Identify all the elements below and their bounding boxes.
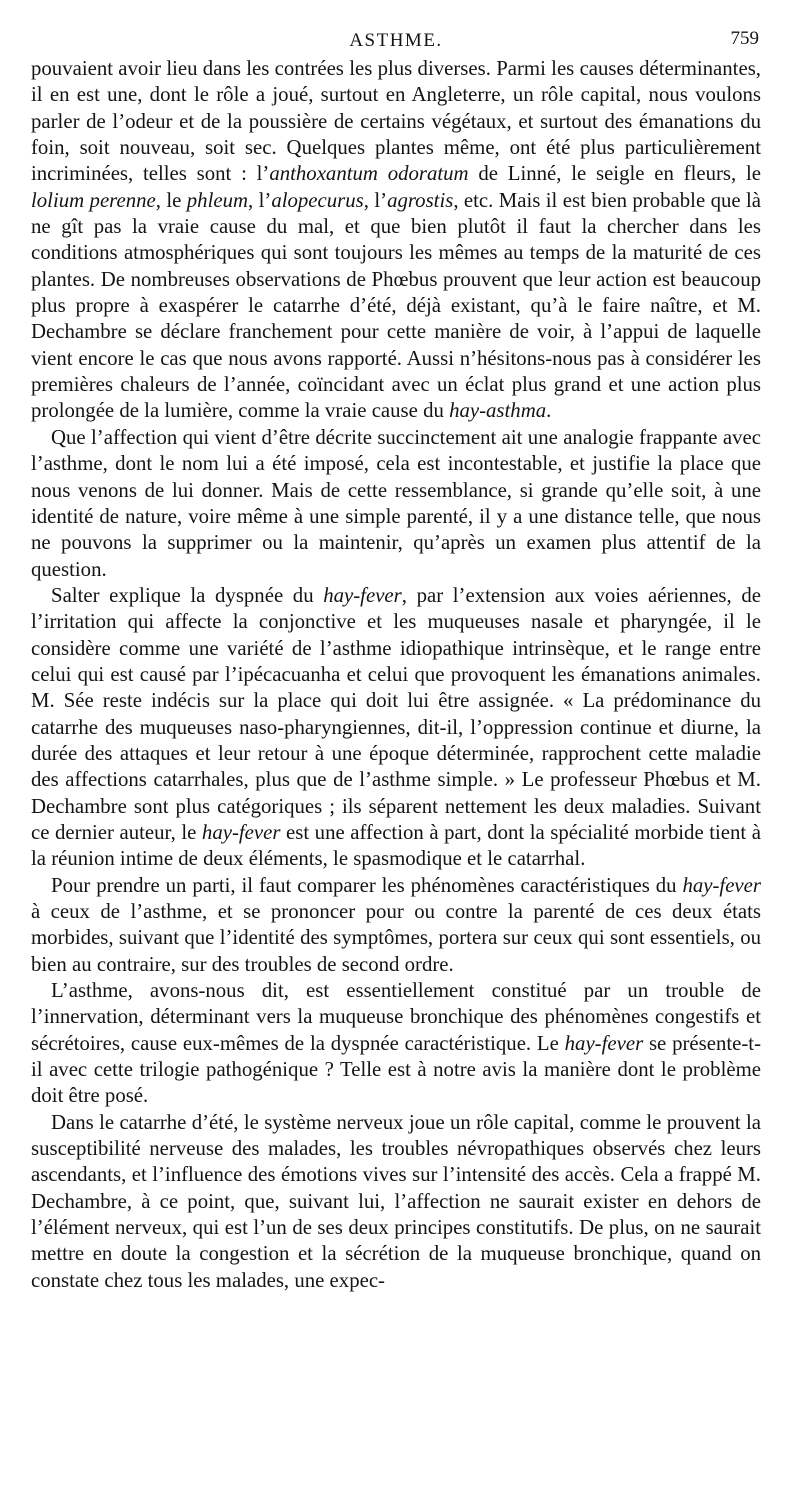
page-number: 759 [730,28,759,49]
paragraph: L’asthme, avons-nous dit, est essentiellement constitué par un trouble de l’innervation, déterminant vers la muqueuse bronchique des phénomènes congestifs et sécrétoires, cause eux-mêmes de la dyspnée caractéristique. Le hay-fever se présente-t-il avec cette trilogie pathogénique ? Telle est à notre avis la manière dont le problème doit être posé. [31,979,761,1108]
paragraph: Pour prendre un parti, il faut comparer les phénomènes caractéristiques du hay-fever à ceux de l’asthme, et se prononcer pour ou contre la parenté de ces deux états morbides, suivant que l’identité des symptômes, portera sur ceux qui sont essentiels, ou bien au contraire, sur des troubles de second ordre. [31,873,761,976]
paragraph: Dans le catarrhe d’été, le système nerveux joue un rôle capital, comme le prouvent la susceptibilité nerveuse des malades, les troubles névropathiques observés chez leurs ascendants, et l’influence des émotions vives sur l’intensité des accès. Cela a frappé M. Dechambre, à ce point, que, suivant lui, l’affection ne saurait exister en dehors de l’élément nerveux, qui est l’un de ses deux principes constitutifs. De plus, on ne saurait mettre en doute la congestion et la sécrétion de la muqueuse bronchique, quand on constate chez tous les malades, une expec- [31,1110,761,1292]
running-title: ASTHME. [349,30,443,51]
body-text [31,56,761,1294]
page-header [31,26,761,56]
book-page [31,26,761,1294]
paragraph: Salter explique la dyspnée du hay-fever, par l’extension aux voies aériennes, de l’irritation qui affecte la conjonctive et les muqueuses nasale et pharyngée, il le considère comme une variété de l’asthme idiopathique intrinsèque, et le range entre celui qui est causé par l’ipécacuanha et celui que provoquent les émanations animales. M. Sée reste indécis sur la place qui doit lui être assignée. « La prédominance du catarrhe des muqueuses naso-pharyngiennes, dit-il, l’oppression continue et diurne, la durée des attaques et leur retour à une époque déterminée, rapprochent cette maladie des affections catarrhales, plus que de l’asthme simple. » Le professeur Phœbus et M. Dechambre sont plus catégoriques ; ils séparent nettement les deux maladies. Suivant ce dernier auteur, le hay-fever est une affection à part, dont la spécialité morbide tient à la réunion intime de deux éléments, le spasmodique et le catarrhal. [31,583,761,871]
paragraph: Que l’affection qui vient d’être décrite succinctement ait une analogie frappante avec l’asthme, dont le nom lui a été imposé, cela est incontestable, et justifie la place que nous venons de lui donner. Mais de cette ressemblance, si grande qu’elle soit, à une identité de nature, voire même à une simple parenté, il y a une distance telle, que nous ne pouvons la supprimer ou la maintenir, qu’après un examen plus attentif de la question. [31,425,761,581]
paragraph: pouvaient avoir lieu dans les contrées les plus diverses. Parmi les causes déterminantes, il en est une, dont le rôle a joué, surtout en Angleterre, un rôle capital, nous voulons parler de l’odeur et de la poussière de certains végétaux, et surtout des émanations du foin, soit nouveau, soit sec. Quelques plantes même, ont été plus particulièrement incriminées, telles sont : l’anthoxantum odoratum de Linné, le seigle en fleurs, le lolium perenne, le phleum, l’alopecurus, l’agrostis, etc. Mais il est bien probable que là ne gît pas la vraie cause du mal, et que bien plutôt il faut la chercher dans les conditions atmosphériques qui sont toujours les mêmes au temps de la maturité de ces plantes. De nombreuses observations de Phœbus prouvent que leur action est beaucoup plus propre à exaspérer le catarrhe d’été, déjà existant, qu’à le faire naître, et M. Dechambre se déclare franchement pour cette manière de voir, à l’appui de laquelle vient encore le cas que nous avons rapporté. Aussi n’hésitons-nous pas à considérer les premières chaleurs de l’année, coïncidant avec un éclat plus grand et une action plus prolongée de la lumière, comme la vraie cause du hay-asthma. [31,57,762,423]
